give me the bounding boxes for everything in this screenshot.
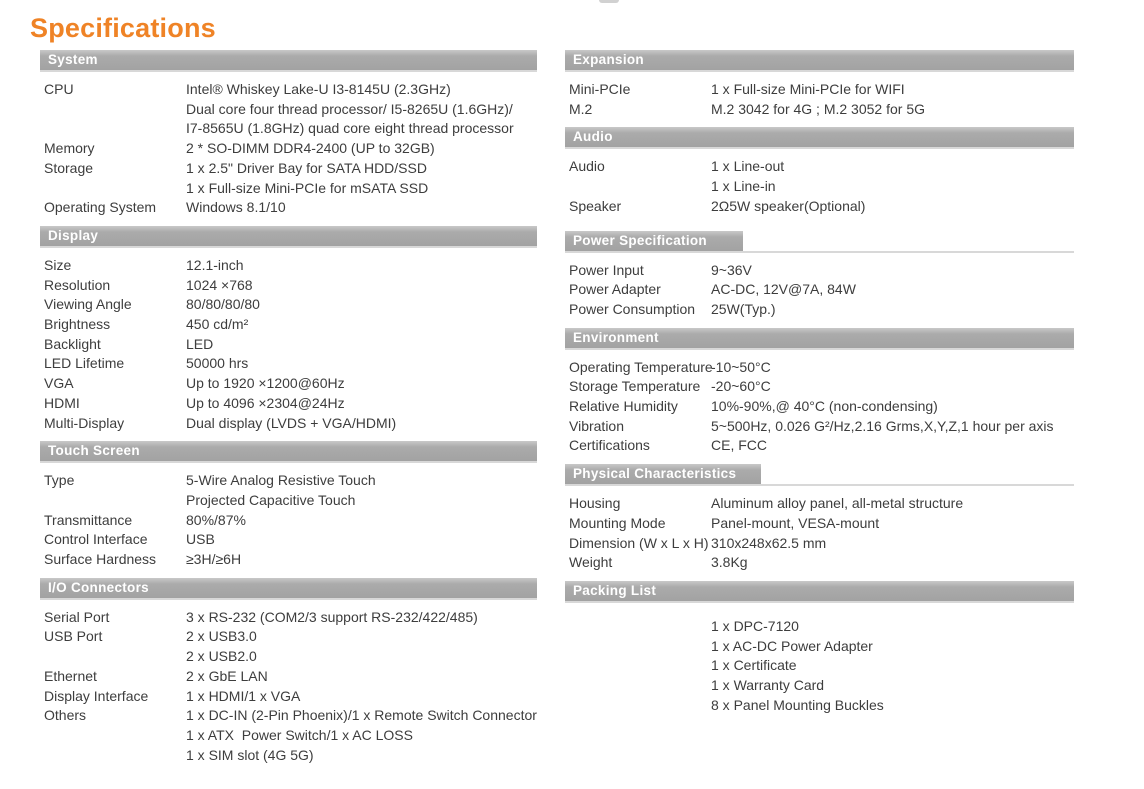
spec-value [186, 198, 537, 218]
spec-value-line: 2 x USB2.0 [186, 648, 257, 665]
spec-row [44, 550, 537, 570]
spec-label: Resolution [44, 276, 111, 293]
spec-value-line: CE, FCC [711, 437, 767, 454]
spec-value-line: 2 x USB3.0 [186, 628, 257, 645]
spec-label: Multi-Display [44, 414, 125, 431]
spec-value-line: 2Ω5W speaker(Optional) [711, 197, 866, 214]
spec-row [569, 300, 1074, 320]
spec-value [186, 414, 537, 434]
spec-value [711, 197, 1074, 217]
spec-value [711, 417, 1074, 437]
spec-row [44, 471, 537, 510]
spec-value-line: 1 x DPC-7120 [711, 617, 799, 634]
spec-value-line: 12.1-inch [186, 256, 244, 273]
section-title: System [48, 52, 98, 67]
section-title: I/O Connectors [48, 579, 149, 595]
spec-row [569, 157, 1074, 196]
spec-value-line: M.2 3042 for 4G ; M.2 3052 for 5G [711, 100, 925, 117]
spec-value-line: Windows 8.1/10 [186, 199, 286, 216]
spec-row [44, 354, 537, 374]
spec-label: LED Lifetime [44, 355, 125, 372]
section-title-bar [565, 127, 1074, 147]
spec-value-line: Projected Capacitive Touch [186, 491, 356, 508]
cropped-glyph-artifact [599, 0, 619, 3]
section-title: Environment [573, 329, 659, 345]
spec-value-line: ≥3H/≥6H [186, 551, 242, 568]
spec-label: Memory [44, 140, 95, 157]
spec-row [44, 394, 537, 414]
spec-value-line: 80/80/80/80 [186, 296, 260, 313]
spec-value-line: 310x248x62.5 mm [711, 534, 827, 551]
spec-value-line: 1 x Line-out [711, 158, 785, 175]
spec-row [569, 553, 1074, 573]
section-title: Physical Characteristics [573, 466, 737, 482]
section-title: Audio [573, 129, 613, 145]
spec-label: CPU [44, 81, 74, 97]
spec-row [44, 414, 537, 434]
section-packing-list [565, 581, 1074, 724]
section-physical-characteristics [565, 464, 1074, 581]
spec-label: Storage Temperature [569, 378, 701, 395]
spec-value-line: 1 x AC-DC Power Adapter [711, 637, 873, 654]
spec-label: Audio [569, 158, 605, 175]
spec-value-line: 1 x Certificate [711, 657, 797, 674]
spec-value [186, 687, 537, 707]
spec-row [44, 139, 537, 159]
spec-value [186, 627, 537, 666]
spec-label: Vibration [569, 417, 625, 434]
spec-row [569, 358, 1074, 378]
spec-row [44, 608, 537, 628]
spec-label: M.2 [569, 100, 593, 117]
spec-row [44, 295, 537, 315]
section-title-bar [565, 464, 761, 484]
spec-label: Certifications [569, 437, 650, 454]
section-header-i-o-connectors [40, 578, 537, 600]
spec-value [186, 511, 537, 531]
spec-value [711, 157, 1074, 196]
spec-value-line: Up to 4096 ×2304@24Hz [186, 394, 345, 411]
spec-value [711, 80, 1074, 100]
spec-row [569, 280, 1074, 300]
spec-value [186, 667, 537, 687]
spec-label: Mini-PCIe [569, 81, 631, 97]
section-header-environment [565, 328, 1074, 350]
spec-value-line: 1 x Full-size Mini-PCIe for WIFI [711, 81, 905, 97]
spec-value [186, 139, 537, 159]
spec-row [569, 417, 1074, 437]
spec-label: Speaker [569, 197, 622, 214]
spec-value-line: 1 x Full-size Mini-PCIe for mSATA SSD [186, 179, 429, 196]
section-header-power-specification [565, 231, 1074, 253]
spec-value [186, 335, 537, 355]
section-header-packing-list [565, 581, 1074, 603]
spec-label: Size [44, 256, 72, 273]
section-environment [565, 328, 1074, 465]
spec-value-line: 1 x ATX Power Switch/1 x AC LOSS [186, 726, 413, 743]
page-title: Specifications [30, 13, 216, 44]
spec-label: Transmittance [44, 511, 133, 528]
spec-value [186, 276, 537, 296]
spec-value-line: 1024 ×768 [186, 276, 253, 293]
spec-value-line: 1 x Warranty Card [711, 677, 825, 694]
spec-row [569, 534, 1074, 554]
spec-row [44, 530, 537, 550]
spec-value-line: 3 x RS-232 (COM2/3 support RS-232/422/485) [186, 608, 478, 625]
spec-row [569, 436, 1074, 456]
spec-row [569, 377, 1074, 397]
section-body [40, 600, 537, 774]
spec-value-line: Up to 1920 ×1200@60Hz [186, 375, 345, 392]
spec-value-line: 1 x 2.5" Driver Bay for SATA HDD/SSD [186, 159, 427, 176]
spec-value [186, 550, 537, 570]
spec-value-line: 10%-90%,@ 40°C (non-condensing) [711, 398, 938, 415]
spec-value-line: Intel® Whiskey Lake-U I3-8145U (2.3GHz) [186, 81, 451, 97]
spec-label: Serial Port [44, 608, 110, 625]
spec-row [569, 397, 1074, 417]
spec-label: Power Input [569, 261, 644, 278]
spec-value [711, 617, 1074, 716]
spec-value-line: 2 * SO-DIMM DDR4-2400 (UP to 32GB) [186, 140, 435, 157]
spec-value-line: 450 cd/m² [186, 316, 249, 333]
section-display [40, 226, 537, 441]
spec-value [186, 394, 537, 414]
section-body [565, 350, 1074, 465]
spec-value [711, 397, 1074, 417]
section-title-bar [565, 581, 1074, 601]
section-title-bar [40, 441, 537, 461]
section-header-system [40, 50, 537, 72]
section-expansion [565, 50, 1074, 127]
spec-row [44, 276, 537, 296]
section-header-physical-characteristics [565, 464, 1074, 486]
spec-value-line: 1 x HDMI/1 x VGA [186, 687, 301, 704]
spec-label: Power Consumption [569, 300, 696, 317]
section-header-expansion [565, 50, 1074, 72]
spec-value [186, 315, 537, 335]
section-body [565, 72, 1074, 127]
spec-value-line: USB [186, 531, 215, 548]
section-header-touch-screen [40, 441, 537, 463]
spec-row [44, 511, 537, 531]
spec-row [44, 315, 537, 335]
spec-row [44, 80, 537, 139]
spec-value-line: 80%/87% [186, 511, 246, 528]
spec-label: Others [44, 707, 87, 724]
spec-value [186, 374, 537, 394]
spec-label: VGA [44, 375, 74, 392]
spec-value [711, 100, 1074, 120]
spec-label: Operating System [44, 199, 157, 216]
spec-label: Viewing Angle [44, 296, 132, 313]
section-touch-screen [40, 441, 537, 578]
section-header-display [40, 226, 537, 248]
spec-label: Operating Temperature [569, 358, 713, 375]
section-title-bar [565, 50, 1074, 70]
spec-value [711, 514, 1074, 534]
spec-row [44, 256, 537, 276]
spec-value [186, 159, 537, 198]
spec-value-line: AC-DC, 12V@7A, 84W [711, 281, 856, 298]
spec-value [186, 295, 537, 315]
section-title: Expansion [573, 52, 644, 67]
spec-label: Mounting Mode [569, 514, 666, 531]
spec-value-line: 8 x Panel Mounting Buckles [711, 696, 884, 713]
spec-value [711, 261, 1074, 281]
spec-row [569, 514, 1074, 534]
spec-row [44, 159, 537, 198]
spec-value-line: Dual core four thread processor/ I5-8265U (1.6GHz)/ [186, 100, 513, 117]
spec-value-line: LED [186, 335, 214, 352]
spec-value-line: Aluminum alloy panel, all-metal structure [711, 495, 964, 512]
spec-label: Control Interface [44, 531, 148, 548]
spec-value-line: 1 x DC-IN (2-Pin Phoenix)/1 x Remote Switch Connector [186, 707, 537, 724]
spec-column-right [565, 50, 1074, 723]
spec-label: Ethernet [44, 667, 97, 684]
section-body [565, 486, 1074, 581]
spec-value-line: 5-Wire Analog Resistive Touch [186, 472, 376, 489]
spec-value-line: Panel-mount, VESA-mount [711, 514, 880, 531]
section-body [40, 248, 537, 441]
spec-value-line: 50000 hrs [186, 355, 249, 372]
section-title: Touch Screen [48, 443, 140, 459]
section-system [40, 50, 537, 226]
spec-row [44, 627, 537, 666]
section-body [40, 463, 537, 578]
spec-label: Display Interface [44, 687, 149, 704]
spec-row [569, 100, 1074, 120]
spec-value [186, 80, 537, 139]
spec-value-line: -20~60°C [711, 378, 771, 395]
spec-value [186, 608, 537, 628]
spec-value [186, 256, 537, 276]
spec-value [711, 553, 1074, 573]
spec-value-line: 9~36V [711, 261, 752, 278]
spec-row [44, 706, 537, 765]
section-title-bar [565, 328, 1074, 348]
spec-label: Brightness [44, 316, 111, 333]
spec-label: Weight [569, 554, 613, 571]
section-body [565, 149, 1074, 224]
section-body [565, 603, 1074, 724]
spec-value-line: 25W(Typ.) [711, 300, 776, 317]
spec-value-line: 1 x SIM slot (4G 5G) [186, 746, 314, 763]
spec-label: Housing [569, 495, 621, 512]
spec-label: USB Port [44, 628, 103, 645]
spec-value-line: Dual display (LVDS + VGA/HDMI) [186, 414, 397, 431]
spec-column-left [40, 50, 537, 773]
spec-value [711, 494, 1074, 514]
section-title: Power Specification [573, 232, 707, 248]
section-i-o-connectors [40, 578, 537, 774]
section-audio [565, 127, 1074, 224]
spec-row [569, 80, 1074, 100]
spec-value [711, 534, 1074, 554]
spec-value [186, 530, 537, 550]
spec-row [44, 198, 537, 218]
spec-row [569, 261, 1074, 281]
spec-value [711, 280, 1074, 300]
spec-value-line: 2 x GbE LAN [186, 667, 268, 684]
spec-row [44, 335, 537, 355]
spec-value [186, 471, 537, 510]
spec-row [44, 667, 537, 687]
spec-value [711, 300, 1074, 320]
spec-value [711, 358, 1074, 378]
section-body [565, 253, 1074, 328]
section-title: Packing List [573, 582, 657, 598]
spec-value [711, 436, 1074, 456]
spec-value [186, 706, 537, 765]
spec-label: Storage [44, 159, 94, 176]
spec-value [186, 354, 537, 374]
section-title-bar [40, 226, 537, 246]
spec-row [44, 374, 537, 394]
spec-row [44, 687, 537, 707]
spec-row [569, 197, 1074, 217]
spec-value-line: I7-8565U (1.8GHz) quad core eight thread processor [186, 120, 514, 137]
section-title-bar [565, 231, 743, 251]
section-title-bar [40, 50, 537, 70]
spec-value-line: 1 x Line-in [711, 178, 776, 195]
spec-label: Relative Humidity [569, 398, 678, 415]
section-header-audio [565, 127, 1074, 149]
section-title: Display [48, 227, 99, 243]
section-body [40, 72, 537, 226]
spec-value [711, 377, 1074, 397]
spec-value-line: -10~50°C [711, 358, 771, 375]
spec-label: Power Adapter [569, 281, 661, 298]
section-title-bar [40, 578, 537, 598]
spec-label: Type [44, 472, 75, 489]
spec-value-line: 5~500Hz, 0.026 G²/Hz,2.16 Grms,X,Y,Z,1 hour per axis [711, 417, 1054, 434]
spec-row [569, 494, 1074, 514]
spec-label: Backlight [44, 335, 101, 352]
spec-label: Dimension (W x L x H) [569, 534, 709, 551]
spec-value-line: 3.8Kg [711, 554, 748, 571]
section-power-specification [565, 231, 1074, 328]
spec-label: HDMI [44, 394, 80, 411]
spec-label: Surface Hardness [44, 551, 157, 568]
spec-row [569, 617, 1074, 716]
